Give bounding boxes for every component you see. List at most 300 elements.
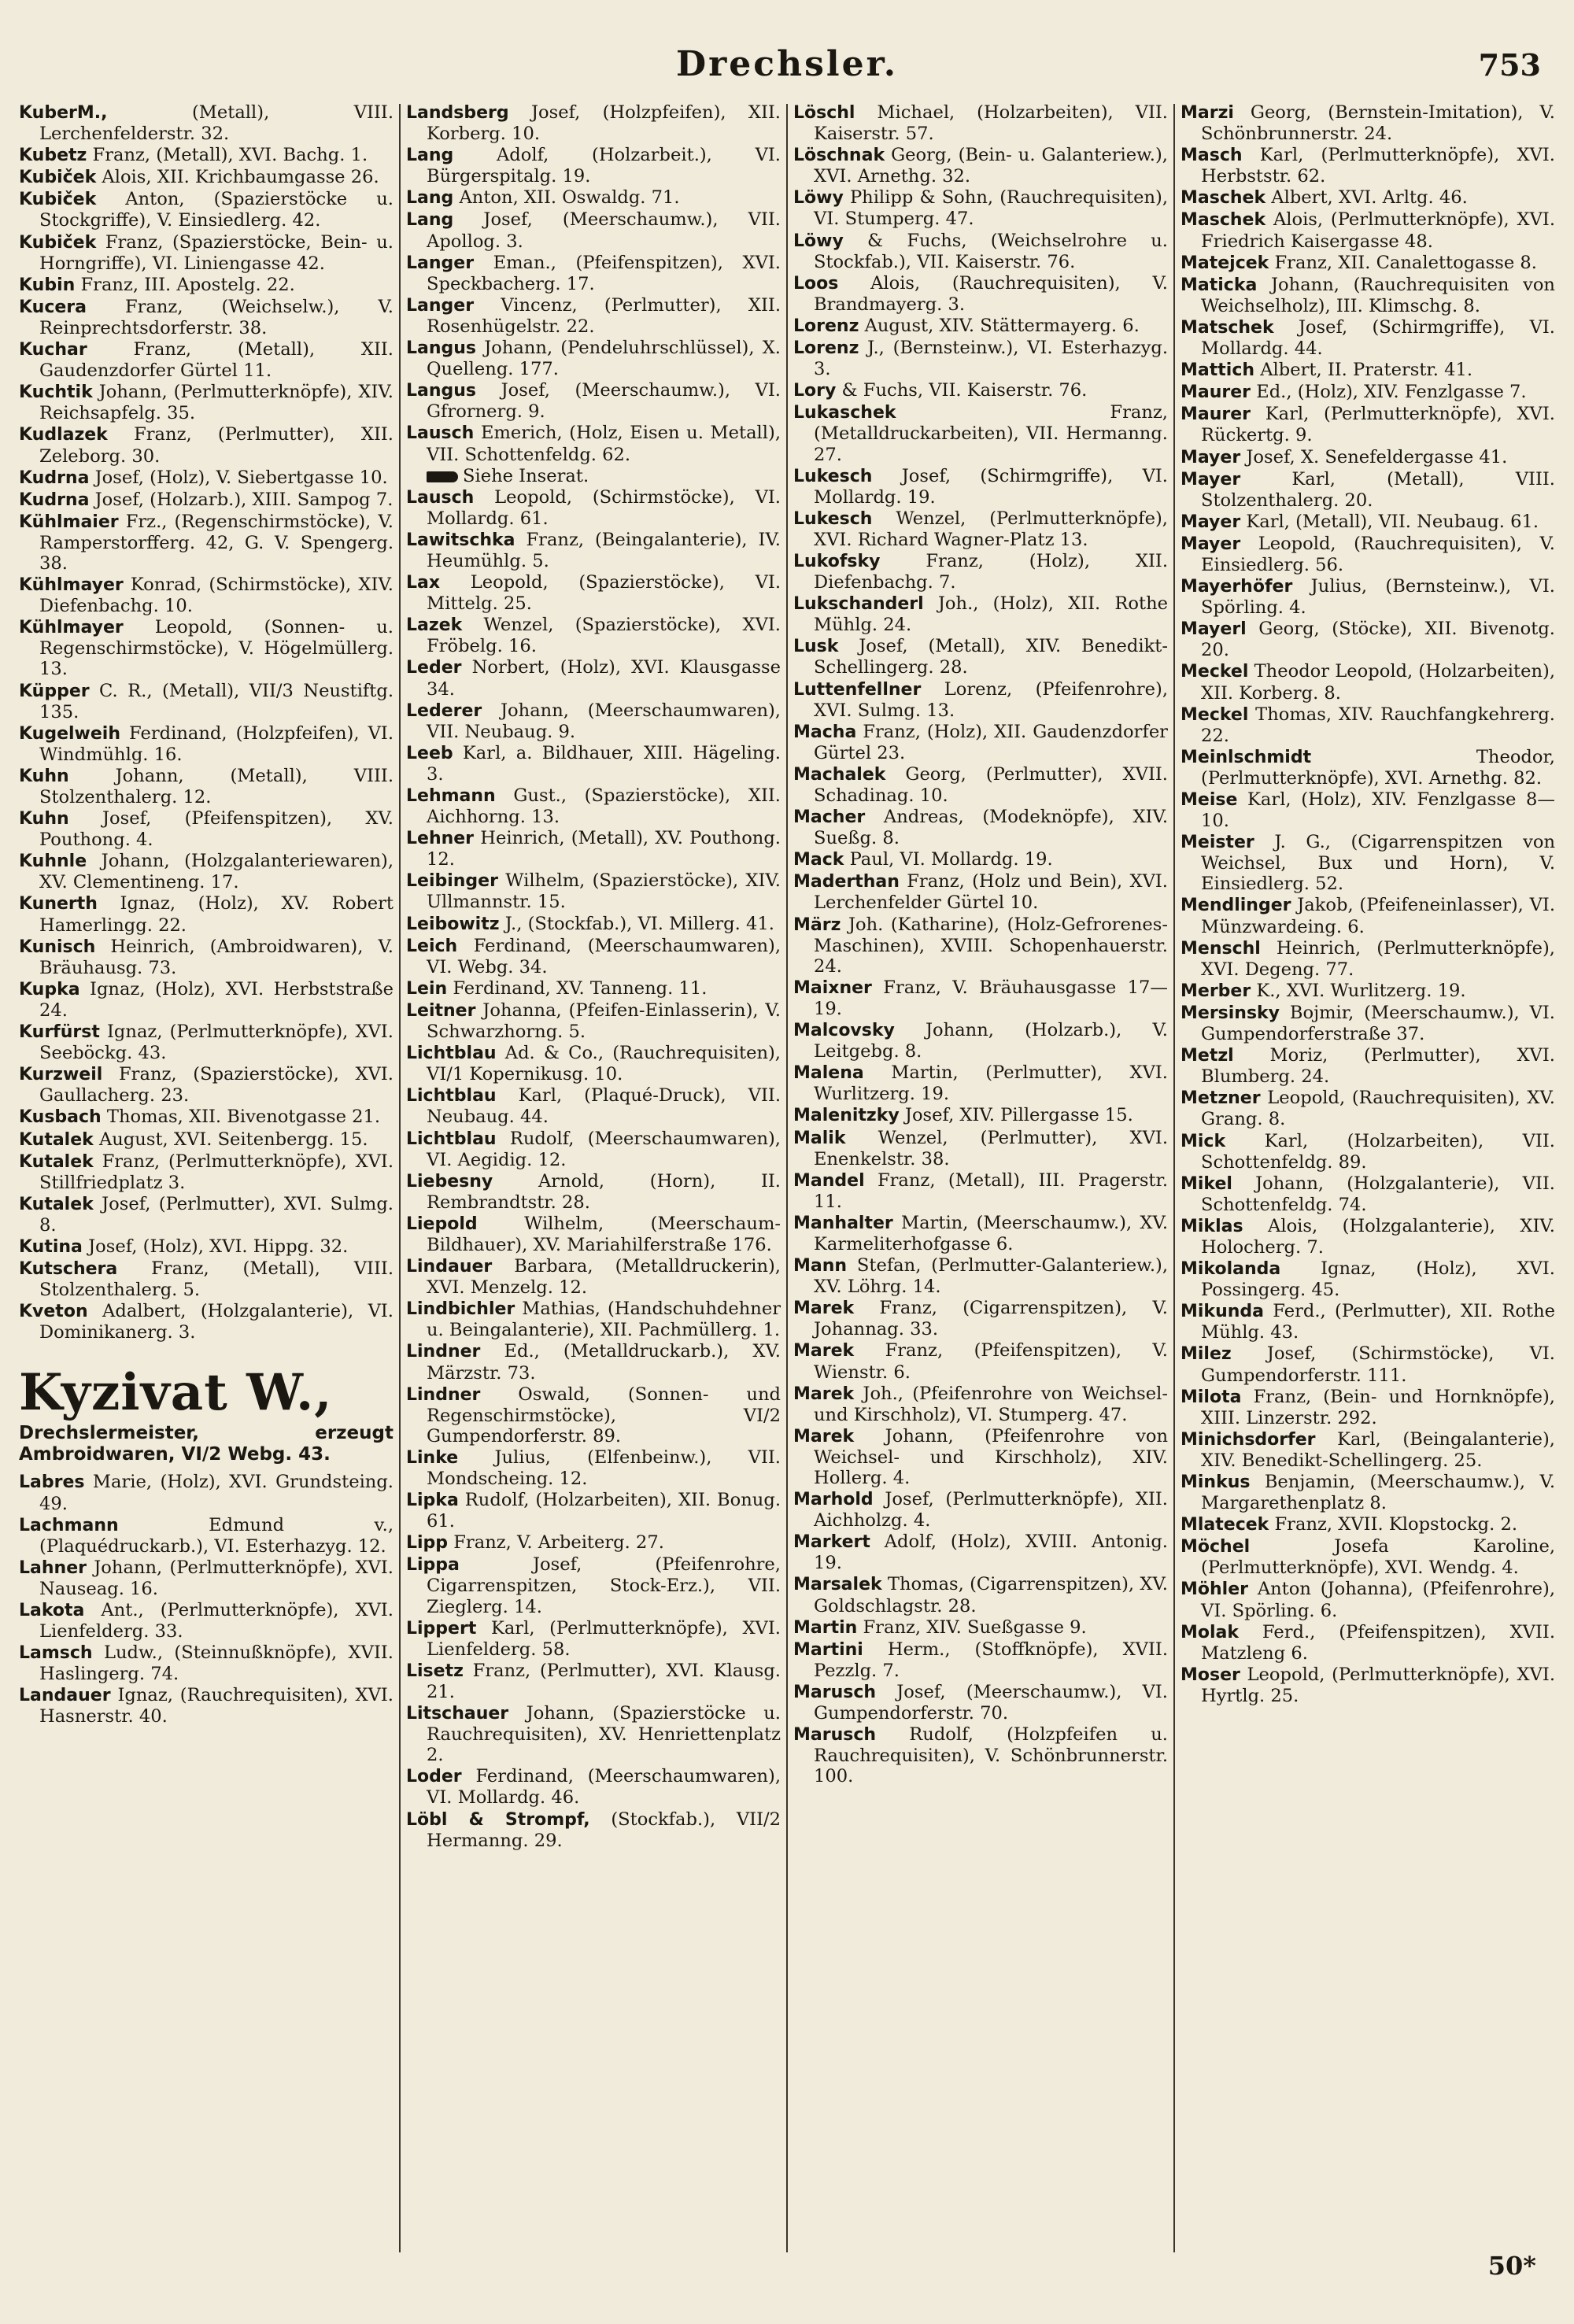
entry-details: Karl, (Beingalanterie), XIV. Benedikt-Schellingerg. 25.	[1201, 1428, 1555, 1471]
entry-details: Franz, (Metall), XVI. Bachg. 1.	[92, 145, 368, 166]
entry-details: Josef, (Pfeifenspitzen), XV. Pouthong. 4.	[39, 808, 394, 851]
directory-entry	[793, 231, 1168, 272]
entry-name: Metzl	[1180, 1046, 1234, 1066]
entry-name: Marhold	[793, 1490, 874, 1510]
entry-details: Franz, V. Bräuhausgasse 17—19.	[814, 977, 1168, 1019]
directory-entry	[793, 679, 1168, 721]
column-rule	[399, 104, 401, 2252]
directory-entry	[19, 145, 394, 166]
directory-entry	[406, 1043, 781, 1084]
entry-name: Lusk	[793, 637, 839, 657]
directory-entry	[406, 423, 781, 464]
entry-details: Ferdinand, (Holzpfeifen), VI. Windmühlg. 16.	[39, 722, 394, 765]
entry-details: Frz., (Regenschirmstöcke), V. Ramperstorfferg. 42, G. V. Spengerg. 38.	[39, 511, 394, 574]
directory-entry	[19, 851, 394, 892]
entry-name: Meinlschmidt	[1180, 747, 1312, 767]
entry-name: Maderthan	[793, 872, 900, 892]
entry-details: Johann, (Meerschaumwaren), VII. Neubaug. 9.	[427, 700, 781, 742]
directory-entry	[1180, 1045, 1555, 1087]
directory-entry	[793, 402, 1168, 464]
entry-details: Anton (Johanna), (Pfeifenrohre), VI. Spörling. 6.	[1201, 1579, 1555, 1621]
entry-name: Malenitzky	[793, 1106, 900, 1126]
entry-name: Kubetz	[19, 146, 87, 166]
entry-name: Marsalek	[793, 1575, 882, 1595]
entry-name: Landauer	[19, 1686, 111, 1706]
directory-entry	[19, 1557, 394, 1599]
entry-details: Alois, (Rauchrequisiten), V. Brandmayerg. 3.	[814, 272, 1168, 315]
entry-name: Kuhn	[19, 766, 69, 786]
entry-details: Johann, (Holzgalanteriewaren), XV. Clementineng. 17.	[39, 851, 394, 893]
directory-entry	[793, 1298, 1168, 1339]
entry-name: Miklas	[1180, 1216, 1243, 1236]
entry-details: Ant., (Perlmutterknöpfe), XVI. Lienfelderg. 33.	[39, 1600, 394, 1642]
entry-name: Mersinsky	[1180, 1003, 1280, 1023]
directory-entry	[793, 1213, 1168, 1254]
entry-name: Löbl & Strompf,	[406, 1809, 590, 1830]
entry-details: Karl, a. Bildhauer, XIII. Hägeling. 3.	[427, 742, 781, 785]
entry-name: Kugelweih	[19, 723, 120, 744]
entry-name: Mayerhöfer	[1180, 577, 1293, 597]
directory-entry	[406, 572, 781, 614]
entry-name: Löwy	[793, 231, 844, 251]
directory-entry	[793, 1617, 1168, 1639]
entry-name: Lamsch	[19, 1643, 93, 1664]
directory-entry	[406, 978, 781, 999]
entry-details: Franz, (Weichselw.), V. Reinprechtsdorferstr. 38.	[39, 296, 394, 338]
entry-details: Johann, (Pfeifenrohre von Weichsel- und Kirschholz), XIV. Hollerg. 4.	[814, 1425, 1168, 1488]
entry-details: Ignaz, (Perlmutterknöpfe), XVI. Seeböckg. 43.	[39, 1022, 394, 1064]
entry-details: Josef, (Holz), V. Siebertgasse 10.	[94, 467, 388, 488]
directory-entry	[793, 914, 1168, 977]
entry-details: Josef, (Schirmgriffe), VI. Mollardg. 44.	[1201, 316, 1555, 360]
directory-entry	[1180, 938, 1555, 980]
directory-entry	[793, 1489, 1168, 1531]
entry-name: Möhler	[1180, 1580, 1248, 1600]
entry-name: Martin	[793, 1617, 858, 1638]
entry-details: Karl, (Metall), VII. Neubaug. 61.	[1246, 511, 1539, 532]
entry-name: Kupka	[19, 979, 80, 999]
entry-name: Kudrna	[19, 490, 90, 510]
entry-name: Kurfürst	[19, 1022, 100, 1043]
entry-details: Josef, (Schirmgriffe), VI. Mollardg. 19.	[814, 465, 1168, 508]
entry-details: Ludw., (Steinnußknöpfe), XVII. Haslingerg. 74.	[39, 1642, 394, 1685]
entry-details: Eman., (Pfeifenspitzen), XVI. Speckbacherg. 17.	[427, 252, 781, 294]
page-number: 753	[1478, 47, 1541, 83]
entry-name: Malcovsky	[793, 1021, 895, 1041]
directory-entry	[793, 1170, 1168, 1212]
directory-entry	[1180, 1429, 1555, 1471]
entry-name: Lein	[406, 978, 448, 999]
entry-details: Theodor Leopold, (Holzarbeiten), XII. Korberg. 8.	[1201, 661, 1555, 704]
entry-name: Lukaschek	[793, 403, 896, 423]
entry-name: Kveton	[19, 1302, 88, 1322]
entry-details: Ad. & Co., (Rauchrequisiten), VI/1 Kopernikusg. 10.	[427, 1043, 781, 1085]
entry-name: Lachmann	[19, 1515, 119, 1535]
directory-entry	[19, 102, 394, 144]
directory-entry	[19, 723, 394, 765]
entry-name: Lawitschka	[406, 530, 515, 550]
directory-entry	[19, 1258, 394, 1300]
directory-entry	[1180, 382, 1555, 403]
entry-name: Mikel	[1180, 1173, 1232, 1194]
directory-entry	[406, 1299, 781, 1340]
entry-name: Mayer	[1180, 469, 1241, 490]
entry-name: Lisetz	[406, 1661, 464, 1681]
directory-entry	[793, 977, 1168, 1019]
entry-details: Adolf, (Holz), XVIII. Antonig. 19.	[814, 1531, 1168, 1574]
entry-name: Moser	[1180, 1664, 1240, 1685]
entry-name: Mikunda	[1180, 1302, 1264, 1322]
directory-entry	[793, 722, 1168, 763]
directory-entry	[406, 828, 781, 870]
directory-entry	[406, 1447, 781, 1489]
directory-entry	[1180, 704, 1555, 746]
entry-name: Matejcek	[1180, 253, 1269, 273]
entry-details: & Fuchs, (Weichselrohre u. Stockfab.), VII. Kaiserstr. 76.	[814, 230, 1168, 272]
directory-entry	[406, 530, 781, 571]
entry-details: Franz, (Metalldruckarbeiten), VII. Hermanng. 27.	[814, 402, 1168, 465]
directory-entry	[19, 1515, 394, 1557]
directory-entry	[19, 766, 394, 807]
directory-entry	[793, 466, 1168, 508]
entry-name: Linke	[406, 1447, 459, 1468]
directory-entry	[406, 1384, 781, 1446]
entry-details: Moriz, (Perlmutter), XVI. Blumberg. 24.	[1201, 1045, 1555, 1088]
entry-details: Josef, (Meerschaumw.), VI. Gfrornerg. 9.	[427, 380, 781, 423]
directory-entry	[793, 1639, 1168, 1681]
entry-details: Johann, (Holzarb.), V. Leitgebg. 8.	[814, 1020, 1168, 1062]
entry-details: Franz, (Pfeifenspitzen), V. Wienstr. 6.	[814, 1340, 1168, 1383]
entry-name: Lehmann	[406, 786, 496, 806]
directory-entry	[19, 512, 394, 574]
entry-details: Joh., (Holz), XII. Rothe Mühlg. 24.	[814, 593, 1168, 636]
entry-details: Karl, (Holzarbeiten), VII. Schottenfeldg. 89.	[1201, 1130, 1555, 1173]
entry-name: März	[793, 914, 841, 935]
directory-entry	[406, 936, 781, 977]
entry-details: Rudolf, (Meerschaumwaren), VI. Aegidig. 12.	[427, 1128, 781, 1170]
entry-details: Josef, (Meerschaumw.), VII. Apollog. 3.	[427, 209, 781, 252]
entry-details: Wenzel, (Spazierstöcke), XVI. Fröbelg. 16.	[427, 615, 781, 657]
entry-details: Franz, (Holz und Bein), XVI. Lerchenfelder Gürtel 10.	[814, 871, 1168, 914]
directory-entry	[406, 743, 781, 785]
entry-name: Manhalter	[793, 1213, 893, 1233]
directory-entry	[19, 937, 394, 978]
directory-entry	[19, 617, 394, 679]
entry-details: Josef, (Holzarb.), XIII. Sampog 7.	[94, 489, 394, 510]
directory-entry	[406, 145, 781, 187]
directory-entry	[19, 1301, 394, 1343]
entry-name: Lang	[406, 210, 454, 231]
directory-entry	[793, 1682, 1168, 1724]
directory-entry	[793, 1128, 1168, 1169]
entry-details: Karl, (Perlmutterknöpfe), XVI. Rückertg. 9.	[1201, 404, 1555, 446]
column-3	[793, 102, 1168, 2259]
entry-name: Lang	[406, 146, 454, 166]
entry-details: (Stockfab.), VII/2 Hermanng. 29.	[427, 1809, 781, 1851]
entry-name: Macher	[793, 807, 866, 828]
entry-details: Bojmir, (Meerschaumw.), VI. Gumpendorferstraße 37.	[1201, 1002, 1555, 1045]
entry-name: Marusch	[793, 1725, 877, 1746]
entry-details: Thomas, (Cigarrenspitzen), XV. Goldschlagstr. 28.	[814, 1574, 1168, 1616]
directory-entry	[793, 187, 1168, 229]
directory-entry	[406, 1661, 781, 1702]
entry-name: Maixner	[793, 977, 872, 998]
directory-entry	[1180, 661, 1555, 703]
entry-name: Loos	[793, 273, 839, 294]
directory-entry	[19, 1600, 394, 1642]
directory-entry	[1180, 576, 1555, 618]
directory-entry	[406, 615, 781, 656]
entry-details: (Metall), VIII. Lerchenfelderstr. 32.	[39, 102, 394, 145]
entry-name: Löschnak	[793, 146, 885, 166]
entry-name: Lausch	[406, 423, 475, 444]
entry-details: August, XIV. Stättermayerg. 6.	[864, 315, 1140, 336]
entry-details: Franz, V. Arbeiterg. 27.	[453, 1532, 664, 1554]
entry-name: Minichsdorfer	[1180, 1429, 1316, 1450]
entry-details: Franz, (Beingalanterie), IV. Heumühlg. 5.	[427, 529, 781, 571]
entry-details: Alois, (Holzgalanterie), XIV. Holocherg. 7.	[1201, 1215, 1555, 1258]
entry-name: Lipp	[406, 1533, 449, 1554]
entry-name: Milota	[1180, 1387, 1242, 1407]
entry-details: Johanna, (Pfeifen-Einlasserin), V. Schwarzhorng. 5.	[427, 999, 781, 1043]
directory-entry	[1180, 1579, 1555, 1620]
column-rule	[786, 104, 788, 2252]
entry-name: Langer	[406, 253, 475, 273]
entry-details: Johann, (Pendeluhrschlüssel), X. Quelleng. 177.	[427, 338, 781, 380]
entry-details: Franz, (Perlmutter), XVI. Klausg. 21.	[427, 1660, 781, 1702]
entry-name: Mandel	[793, 1170, 865, 1191]
entry-name: Kutalek	[19, 1194, 94, 1214]
directory-entry	[1180, 1216, 1555, 1258]
directory-entry	[1180, 469, 1555, 511]
entry-name: Merber	[1180, 981, 1251, 1001]
entry-details: J. G., (Cigarrenspitzen von Weichsel, Bux und Horn), V. Einsiedlerg. 52.	[1201, 832, 1555, 895]
entry-name: Milez	[1180, 1344, 1232, 1365]
directory-entry	[1180, 1343, 1555, 1385]
directory-entry	[406, 1129, 781, 1170]
directory-entry	[1180, 832, 1555, 894]
entry-name: Malena	[793, 1063, 864, 1084]
directory-entry	[19, 232, 394, 274]
column-1	[19, 102, 394, 2259]
entry-details: Anton, (Spazierstöcke u. Stockgriffe), V. Einsiedlerg. 42.	[39, 189, 394, 231]
entry-name: Lorenz	[793, 338, 859, 359]
entry-name: Lang	[406, 188, 454, 209]
entry-details: Alois, XII. Krichbaumgasse 26.	[102, 167, 379, 188]
entry-name: Langer	[406, 295, 475, 316]
directory-entry	[1180, 789, 1555, 831]
entry-details: Johann, (Holzgalanterie), VII. Schottenfeldg. 74.	[1201, 1173, 1555, 1215]
directory-entry	[793, 1531, 1168, 1573]
directory-entry	[19, 1064, 394, 1106]
directory-entry	[406, 1618, 781, 1660]
entry-name: Marek	[793, 1384, 855, 1404]
directory-entry	[1180, 619, 1555, 660]
entry-name: Kutina	[19, 1236, 83, 1257]
entry-details: Konrad, (Schirmstöcke), XIV. Diefenbachg. 10.	[39, 575, 394, 617]
directory-entry	[19, 1151, 394, 1193]
entry-name: Lukesch	[793, 508, 873, 529]
entry-details: Johann, (Metall), VIII. Stolzenthalerg. 12.	[39, 765, 394, 807]
entry-name: Lorenz	[793, 316, 859, 336]
directory-entry	[406, 1766, 781, 1808]
directory-entry	[793, 1340, 1168, 1382]
entry-details: Josef, (Holz), XVI. Hippg. 32.	[88, 1236, 349, 1257]
entry-details: Ignaz, (Holz), XVI. Possingerg. 45.	[1201, 1258, 1555, 1301]
directory-entry	[793, 1020, 1168, 1062]
entry-details: Ferdinand, (Meerschaumwaren), VI. Mollardg. 46.	[427, 1766, 781, 1809]
entry-details: Georg, (Perlmutter), XVII. Schadinag. 10.	[814, 763, 1168, 806]
directory-entry	[406, 1341, 781, 1383]
directory-entry	[19, 382, 394, 423]
entry-name: Meckel	[1180, 704, 1249, 725]
entry-name: Mikolanda	[1180, 1259, 1281, 1280]
entry-details: Rudolf, (Holzpfeifen u. Rauchrequisiten), V. Schönbrunnerstr. 100.	[814, 1724, 1168, 1787]
entry-details: Ignaz, (Rauchrequisiten), XVI. Hasnerstr. 40.	[39, 1685, 394, 1727]
entry-name: Menschl	[1180, 938, 1261, 959]
entry-details: Lorenz, (Pfeifenrohre), XVI. Sulmg. 13.	[814, 678, 1168, 721]
entry-name: Kubiček	[19, 232, 97, 253]
directory-entry	[793, 551, 1168, 593]
entry-details: Joh., (Pfeifenrohre von Weichsel- und Kirschholz), VI. Stumperg. 47.	[814, 1383, 1168, 1425]
entry-details: Franz, (Perlmutter), XII. Zeleborg. 30.	[39, 424, 394, 467]
entry-details: Edmund v., (Plaquédruckarb.), VI. Esterhazyg. 12.	[39, 1514, 394, 1557]
entry-details: Alois, (Perlmutterknöpfe), XVI. Friedrich Kaisergasse 48.	[1201, 209, 1555, 252]
directory-entry	[793, 145, 1168, 187]
entry-name: Kubin	[19, 275, 76, 295]
entry-details: Josef, (Perlmutter), XVI. Sulmg. 8.	[39, 1193, 394, 1236]
entry-name: Kunerth	[19, 894, 98, 914]
directory-entry	[19, 681, 394, 722]
entry-details: Vincenz, (Perlmutter), XII. Rosenhügelstr. 22.	[427, 294, 781, 337]
entry-name: Maticka	[1180, 275, 1258, 295]
entry-name: Lukschanderl	[793, 594, 924, 615]
directory-entry	[793, 1062, 1168, 1104]
entry-details: Ed., (Holz), XIV. Fenzlgasse 7.	[1256, 382, 1527, 403]
entry-details: Franz, (Holz), XII. Gaudenzdorfer Gürtel 23.	[814, 721, 1168, 763]
entry-name: Mann	[793, 1256, 848, 1277]
directory-entry	[406, 1000, 781, 1042]
directory-entry	[19, 1472, 394, 1513]
entry-name: Liepold	[406, 1214, 478, 1234]
entry-name: Maschek	[1180, 188, 1266, 209]
entry-name: Leitner	[406, 1000, 476, 1021]
entry-name: Mayer	[1180, 447, 1241, 467]
entry-details: Franz, (Spazierstöcke, Bein- u. Horngriffe), VI. Liniengasse 42.	[39, 231, 394, 274]
entry-details: Franz, (Metall), III. Pragerstr. 11.	[814, 1169, 1168, 1212]
directory-entry	[19, 1236, 394, 1258]
advertisement-text: Drechslermeister, erzeugt Ambroidwaren, VI/2 Webg. 43.	[19, 1423, 394, 1465]
directory-entry	[19, 424, 394, 466]
entry-details: Philipp & Sohn, (Rauchrequisiten), VI. Stumperg. 47.	[814, 187, 1168, 230]
entry-name: Meckel	[1180, 662, 1249, 682]
entry-name: Lederer	[406, 700, 482, 721]
entry-name: Lindner	[406, 1342, 481, 1362]
page-title: Drechsler.	[675, 44, 899, 84]
entry-details: August, XVI. Seitenbergg. 15.	[98, 1129, 368, 1150]
entry-name: Loder	[406, 1767, 462, 1787]
entry-details: Wenzel, (Perlmutter), XVI. Enenkelstr. 38.	[814, 1127, 1168, 1169]
entry-name: Kühlmayer	[19, 618, 124, 638]
entry-details: Johann, (Spazierstöcke u. Rauchrequisiten), XV. Henriettenplatz 2.	[427, 1703, 781, 1766]
directory-entry	[793, 1255, 1168, 1297]
directory-entry	[793, 380, 1168, 401]
entry-details: Johann, (Perlmutterknöpfe), XVI. Nauseag. 16.	[39, 1557, 394, 1599]
directory-entry	[1180, 1003, 1555, 1044]
entry-details: Ferdinand, XV. Tanneng. 11.	[453, 977, 708, 999]
entry-details: Thomas, XII. Bivenotgasse 21.	[106, 1107, 381, 1128]
directory-entry	[406, 380, 781, 422]
entry-details: Wenzel, (Perlmutterknöpfe), XVI. Richard Wagner-Platz 13.	[814, 508, 1168, 550]
directory-entry	[1180, 404, 1555, 445]
entry-details: Franz, (Metall), XII. Gaudenzdorfer Gürtel 11.	[39, 339, 394, 382]
entry-details: Albert, XVI. Arltg. 46.	[1271, 187, 1468, 209]
entry-details: Joh. (Katharine), (Holz-Gefrorenes-Maschinen), XVIII. Schopenhauerstr. 24.	[814, 914, 1168, 977]
directory-entry	[1180, 145, 1555, 187]
entry-details: Georg, (Bein- u. Galanteriew.), XVI. Arnethg. 32.	[814, 145, 1168, 187]
directory-entry	[406, 785, 781, 827]
entry-name: Lichtblau	[406, 1086, 497, 1107]
directory-entry	[19, 808, 394, 850]
entry-details: Karl, (Perlmutterknöpfe), XVI. Lienfelderg. 58.	[427, 1617, 781, 1660]
directory-entry	[406, 1256, 781, 1298]
entry-details: Georg, (Bernstein-Imitation), V. Schönbrunnerstr. 24.	[1201, 102, 1555, 145]
entry-name: Mayerl	[1180, 619, 1247, 640]
entry-name: Mendlinger	[1180, 896, 1291, 916]
directory-entry	[406, 914, 781, 935]
entry-name: Matschek	[1180, 317, 1274, 338]
directory-entry	[406, 657, 781, 699]
directory-entry	[793, 636, 1168, 678]
entry-details: Franz, (Perlmutterknöpfe), XVI. Stillfriedplatz 3.	[39, 1151, 394, 1193]
entry-name: Machalek	[793, 764, 886, 785]
entry-name: Lausch	[406, 487, 475, 508]
directory-entry	[1180, 275, 1555, 316]
entry-name: Leder	[406, 658, 462, 678]
entry-name: Marzi	[1180, 103, 1234, 123]
entry-name: Lippa	[406, 1555, 460, 1576]
pointing-hand-icon	[427, 471, 458, 482]
directory-entry	[406, 1214, 781, 1255]
entry-name: Masch	[1180, 146, 1243, 166]
entry-name: Kunisch	[19, 937, 96, 957]
entry-details: Stefan, (Perlmutter-Galanteriew.), XV. Löhrg. 14.	[814, 1255, 1168, 1298]
entry-name: Kubiček	[19, 190, 97, 210]
entry-name: Leich	[406, 936, 458, 956]
entry-details: Leopold, (Schirmstöcke), VI. Mollardg. 61.	[427, 486, 781, 529]
directory-entry	[1180, 209, 1555, 251]
entry-name: Lichtblau	[406, 1044, 497, 1064]
entry-details: Leopold, (Perlmutterknöpfe), XVI. Hyrtlg. 25.	[1201, 1664, 1555, 1706]
directory-entry	[1180, 747, 1555, 789]
directory-entry	[1180, 895, 1555, 937]
entry-name: Lukesch	[793, 466, 873, 486]
directory-entry	[1180, 512, 1555, 533]
directory-entry	[19, 297, 394, 338]
directory-entry	[19, 189, 394, 231]
directory-entry	[1180, 1472, 1555, 1513]
entry-name: Macha	[793, 722, 857, 742]
entry-details: Josef, (Meerschaumw.), VI. Gumpendorferstr. 70.	[814, 1681, 1168, 1724]
directory-entry	[793, 593, 1168, 635]
directory-entry	[1180, 1131, 1555, 1173]
entry-name: Maurer	[1180, 382, 1251, 403]
entry-details: Gust., (Spazierstöcke), XII. Aichhorng. 13.	[427, 785, 781, 828]
directory-entry	[19, 893, 394, 935]
entry-details: Barbara, (Metalldruckerin), XVI. Menzelg. 12.	[427, 1256, 781, 1299]
entry-name: Küpper	[19, 681, 90, 701]
entry-name: Kusbach	[19, 1107, 102, 1128]
